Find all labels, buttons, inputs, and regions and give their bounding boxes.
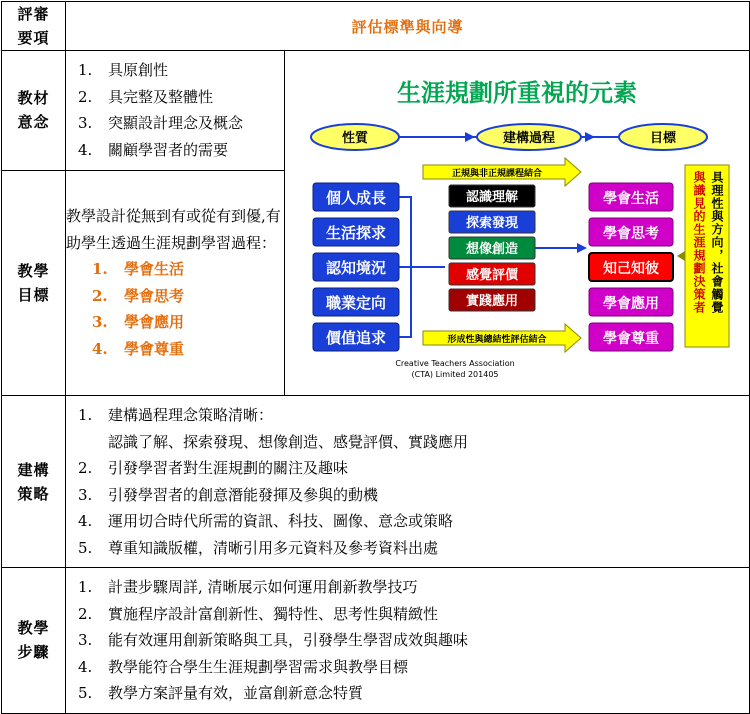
- decision-maker-text-black: 具理性與方向，社會觸覺: [710, 171, 724, 314]
- credit-line-1: Creative Teachers Association: [395, 359, 515, 368]
- step-item: [78, 680, 749, 707]
- objectives-cell: [66, 170, 285, 395]
- strategy-item-number: 2.: [78, 459, 93, 477]
- steps-label: 教學 步驟: [2, 568, 66, 714]
- materials-item-number: 1.: [78, 61, 93, 80]
- step-item-text: 教學能符合學生生涯規劃學習需求與教學目標: [108, 657, 409, 676]
- strategy-item: [78, 508, 749, 535]
- objective-item: [92, 336, 284, 363]
- strategy-label: 建構 策略: [2, 396, 66, 568]
- strategy-item-text: 認識了解、探索發現、想像創造、感覺評價、實踐應用: [108, 432, 469, 451]
- process-item-label: 想像創造: [465, 242, 519, 257]
- process-item-label: 認識理解: [465, 190, 519, 205]
- materials-list: [66, 51, 284, 169]
- process-item-label: 實踐應用: [465, 294, 519, 309]
- table-title: 評估標準與向導: [66, 2, 750, 51]
- criteria-table: [1, 1, 750, 714]
- diagram-title: 生涯規劃所重視的元素: [397, 79, 637, 107]
- materials-item-text: 具原創性: [108, 61, 169, 80]
- objective-item-text: 學會思考: [124, 286, 185, 305]
- materials-item: [78, 137, 284, 164]
- step-item-number: 5.: [78, 684, 93, 702]
- strategy-item: [78, 482, 749, 509]
- step-item: [78, 601, 749, 628]
- step-item-text: 教學方案評量有效，並富創新意念特質: [108, 684, 364, 702]
- process-item-label: 感覺評價: [465, 268, 519, 283]
- goal-item-label: 知己知彼: [603, 261, 659, 277]
- objectives-label: 教學 目標: [2, 170, 66, 395]
- objectives-intro: 教學設計從無到有或從有到優,有助學生透過生涯規劃學習過程：: [66, 207, 281, 252]
- header-nature-label: 性質: [341, 131, 369, 146]
- materials-item: [78, 110, 284, 137]
- nature-item-label: 價值追求: [325, 329, 387, 347]
- steps-cell: [66, 568, 750, 714]
- top-banner-text: 正規與非正規課程結合: [451, 169, 543, 179]
- objective-item: [92, 283, 284, 310]
- process-item-label: 探索發現: [465, 216, 519, 231]
- goal-item-label: 學會尊重: [603, 331, 659, 347]
- nature-item-label: 生活探求: [325, 224, 387, 242]
- materials-item-number: 3.: [78, 114, 93, 133]
- goal-item-label: 學會應用: [603, 296, 659, 312]
- process-to-goal-arrowhead: [577, 243, 587, 253]
- step-item-number: 3.: [78, 631, 93, 649]
- strategy-list: [66, 396, 749, 567]
- step-item: [78, 627, 749, 654]
- credit-line-2: (CTA) Limited 201405: [411, 370, 499, 379]
- materials-item-text: 突顯設計理念及概念: [108, 114, 244, 133]
- strategy-item-number: 4.: [78, 512, 93, 530]
- strategy-item: [78, 429, 749, 456]
- step-item-number: 1.: [78, 578, 93, 596]
- step-item-text: 能有效運用創新策略與工具，引發學生學習成效與趣味: [108, 631, 469, 649]
- objective-item: [92, 309, 284, 336]
- strategy-item-text: 運用切合時代所需的資訊、科技、圖像、意念或策略: [108, 512, 454, 530]
- strategy-item-number: 1.: [78, 406, 93, 424]
- materials-item-text: 關顧學習者的需要: [108, 140, 229, 159]
- materials-item-number: 4.: [78, 140, 93, 159]
- header-arrow-1: [465, 132, 475, 142]
- objective-item-text: 學會生活: [124, 260, 185, 279]
- steps-list: [66, 568, 749, 713]
- strategy-cell: [66, 396, 750, 568]
- nature-item-label: 職業定向: [325, 294, 387, 312]
- header-goal-label: 目標: [649, 131, 677, 146]
- decision-maker-pointer: [677, 251, 685, 261]
- career-planning-diagram: [285, 51, 750, 391]
- materials-item: [78, 57, 284, 84]
- step-item: [78, 574, 749, 601]
- nature-item-label: 認知境況: [325, 259, 387, 277]
- strategy-item-number: 3.: [78, 485, 93, 504]
- materials-cell: [66, 51, 285, 171]
- step-item-number: 2.: [78, 604, 93, 623]
- step-item-text: 實施程序設計富創新性、獨特性、思考性與精緻性: [108, 604, 439, 623]
- objective-item-number: 1.: [92, 260, 108, 279]
- step-item: [78, 654, 749, 681]
- strategy-item: [78, 402, 749, 429]
- nature-item-label: 個人成長: [325, 189, 387, 207]
- objective-item-number: 3.: [92, 313, 108, 332]
- strategy-item-text: 引發學習者對生涯規劃的關注及趣味: [108, 459, 349, 477]
- criteria-header-label: 評審 要項: [2, 2, 66, 51]
- strategy-item-number: 5.: [78, 538, 93, 557]
- objective-item-text: 學會應用: [124, 313, 185, 332]
- objectives-list: [66, 256, 284, 362]
- strategy-item-text: 引發學習者的創意潛能發揮及參與的動機: [108, 485, 379, 504]
- strategy-item-text: 建構過程理念策略清晰：: [108, 406, 274, 424]
- objective-item-text: 學會尊重: [124, 339, 185, 358]
- objective-item-number: 2.: [92, 286, 108, 305]
- strategy-item-text: 尊重知識版權，清晰引用多元資料及參考資料出處: [108, 538, 439, 557]
- strategy-item: [78, 455, 749, 482]
- header-arrow-2: [585, 132, 595, 142]
- goal-item-label: 學會思考: [603, 226, 659, 242]
- diagram-cell: [285, 51, 750, 396]
- strategy-item: [78, 535, 749, 562]
- objective-item: [92, 256, 284, 283]
- objective-item-number: 4.: [92, 339, 108, 358]
- materials-item-number: 2.: [78, 87, 93, 106]
- decision-maker-text-red: 與識見的生涯規劃決策者: [692, 171, 706, 314]
- step-item-number: 4.: [78, 657, 93, 676]
- header-process-label: 建構過程: [502, 131, 556, 146]
- step-item-text: 計畫步驟周詳, 清晰展示如何運用創新教學技巧: [108, 578, 418, 596]
- materials-item: [78, 84, 284, 111]
- bottom-banner-text: 形成性與總結性評估結合: [447, 335, 547, 345]
- goal-item-label: 學會生活: [603, 191, 659, 207]
- materials-item-text: 具完整及整體性: [108, 87, 214, 106]
- materials-label: 教材 意念: [2, 51, 66, 171]
